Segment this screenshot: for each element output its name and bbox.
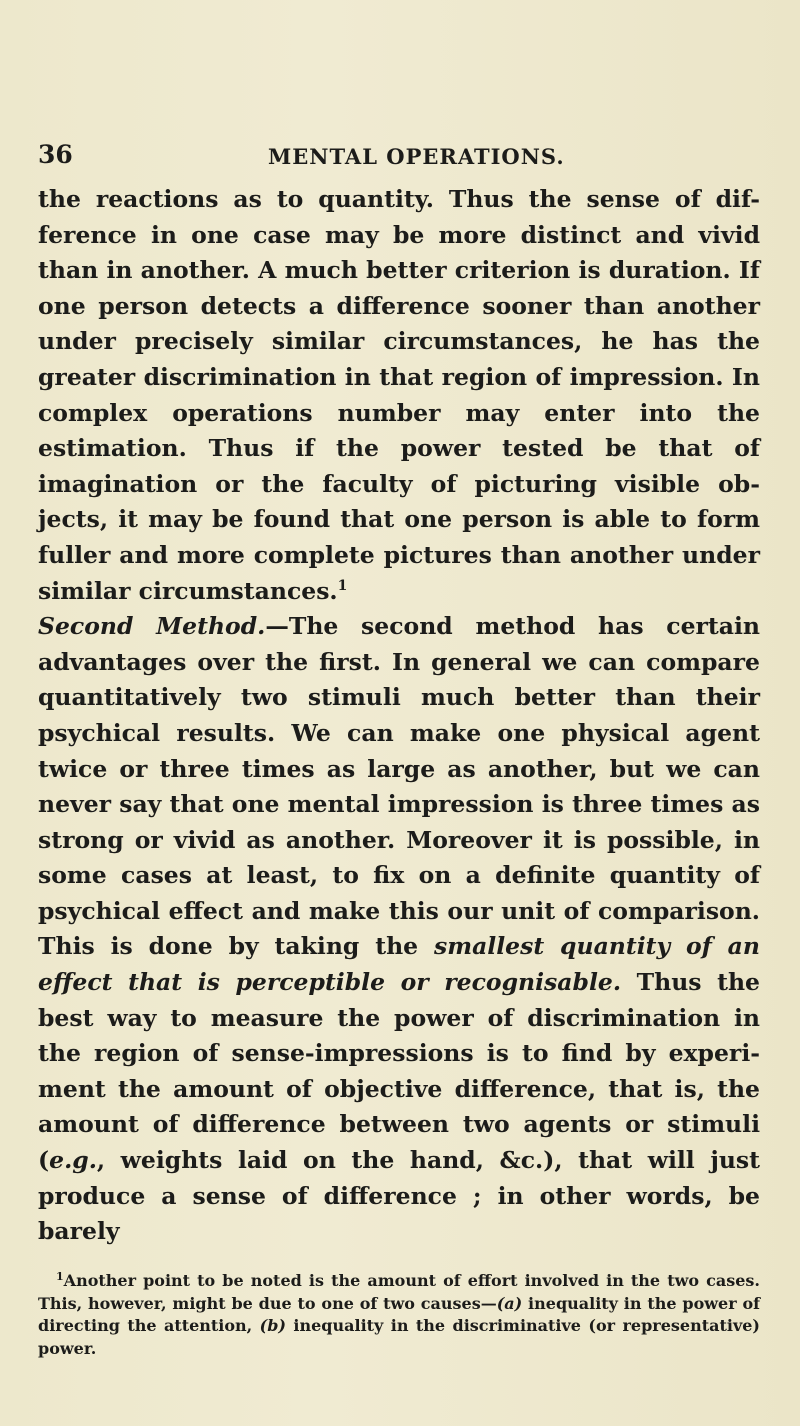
running-head: MENTAL OPERATIONS. xyxy=(268,144,565,169)
footnote-text-c: inequality in the discriminative (or representative) power. xyxy=(38,1316,760,1358)
paragraph-2 xyxy=(38,609,760,1250)
paragraph-2-text-c: , weights laid on the hand, &c.), that will just produce a sense of difference ; in other words, be barely xyxy=(38,1146,760,1246)
section-heading-second-method: Second Method. xyxy=(38,612,266,641)
paragraph-1 xyxy=(38,182,760,609)
paragraph-2-text-a: —The second method has certain advantages over the first. In general we can compare quantitatively two stimuli much better than their psychical results. We can make one physical agent twice or three times as large as another, but we can never say that one mental impression is three times as strong or vivid as another. Moreover it is possible, in some cases at least, to fix on a definite quantity of psychical effect and make this our unit of comparison. This is done by taking the xyxy=(38,612,761,961)
paragraph-1-text: the reactions as to quantity. Thus the sense of dif- ference in one case may be more distinct and vivid than in another. A much better criterion is duration. If one person detects a difference sooner than another under precisely similar circumstances, he has the greater discrimination in that region of impression. In complex operations number may enter into the estimation. Thus if the power tested be that of imagination or the faculty of picturing visible ob- jects, it may be found that one person is able to form fuller and more complete pictures than another under similar circumstances. xyxy=(38,185,760,605)
footnote-ref: 1 xyxy=(337,577,348,594)
footnotes xyxy=(38,1270,760,1360)
body-text xyxy=(38,182,760,1250)
footnote-a-label: (a) xyxy=(496,1293,523,1313)
paragraph-2-eg: e.g. xyxy=(49,1146,97,1175)
footnote-1 xyxy=(38,1270,760,1360)
footnote-text-b: inequality in the power of directing the attention, xyxy=(38,1293,761,1335)
footnote-text-a: Another point to be noted is the amount of effort involved in the two cases. This, however, might be due to one of two causes— xyxy=(38,1271,760,1313)
page-header xyxy=(38,140,758,174)
page-number: 36 xyxy=(38,140,73,169)
footnote-mark: 1 xyxy=(56,1270,64,1283)
paragraph-2-text-b: Thus the best way to measure the power of discrimination in the region of sense-impressions is to find by experi- ment the amount of objective difference, that is, the amount of difference between two agents or stimuli ( xyxy=(38,968,760,1175)
paragraph-2-italic: smallest quantity of an effect that is perceptible or recognisable. xyxy=(38,932,760,997)
footnote-b-label: (b) xyxy=(259,1316,286,1335)
